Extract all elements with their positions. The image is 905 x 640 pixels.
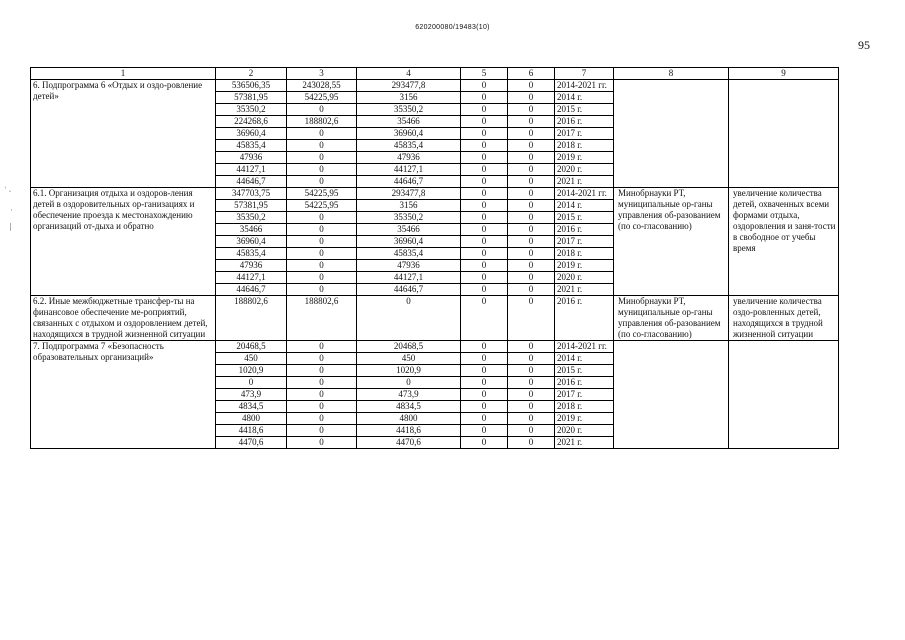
amount-cell: 36960,4 bbox=[216, 128, 287, 140]
amount-cell: 44127,1 bbox=[216, 272, 287, 284]
amount-cell: 188802,6 bbox=[287, 296, 357, 341]
period-cell: 2014 г. bbox=[555, 200, 614, 212]
executor-cell: Минобрнауки РТ, муниципальные ор-ганы управления об-разованием (по со-гласованию) bbox=[614, 188, 729, 296]
amount-cell: 0 bbox=[287, 140, 357, 152]
amount-cell: 243028,55 bbox=[287, 80, 357, 92]
amount-cell: 0 bbox=[461, 140, 508, 152]
amount-cell: 0 bbox=[287, 365, 357, 377]
activity-name: 6.1. Организация отдыха и оздоров-ления детей в оздоровительных ор-ганизациях и обеспечение проезда к местонахождению организаций от-дыха и обратно bbox=[31, 188, 216, 296]
amount-cell: 0 bbox=[461, 116, 508, 128]
amount-cell: 0 bbox=[508, 425, 555, 437]
margin-mark: | bbox=[10, 222, 12, 231]
amount-cell: 45835,4 bbox=[216, 140, 287, 152]
amount-cell: 35350,2 bbox=[357, 104, 461, 116]
program-table bbox=[30, 67, 839, 449]
amount-cell: 54225,95 bbox=[287, 92, 357, 104]
amount-cell: 0 bbox=[287, 425, 357, 437]
amount-cell: 0 bbox=[508, 272, 555, 284]
amount-cell: 0 bbox=[287, 377, 357, 389]
amount-cell: 0 bbox=[461, 188, 508, 200]
column-header: 9 bbox=[729, 68, 839, 80]
period-cell: 2018 г. bbox=[555, 140, 614, 152]
amount-cell: 0 bbox=[461, 164, 508, 176]
amount-cell: 0 bbox=[461, 401, 508, 413]
amount-cell: 0 bbox=[461, 353, 508, 365]
document-id-code: 620200080/19483(10) bbox=[415, 24, 490, 31]
margin-mark: ˈ bbox=[10, 208, 13, 217]
executor-cell: Минобрнауки РТ, муниципальные ор-ганы управления об-разованием (по со-гласованию) bbox=[614, 296, 729, 341]
amount-cell: 0 bbox=[216, 377, 287, 389]
amount-cell: 4800 bbox=[357, 413, 461, 425]
amount-cell: 44646,7 bbox=[357, 176, 461, 188]
period-cell: 2017 г. bbox=[555, 389, 614, 401]
amount-cell: 3156 bbox=[357, 200, 461, 212]
amount-cell: 0 bbox=[508, 413, 555, 425]
column-header: 7 bbox=[555, 68, 614, 80]
amount-cell: 0 bbox=[287, 401, 357, 413]
column-header: 8 bbox=[614, 68, 729, 80]
period-cell: 2018 г. bbox=[555, 248, 614, 260]
amount-cell: 57381,95 bbox=[216, 92, 287, 104]
executor-cell bbox=[614, 80, 729, 188]
amount-cell: 450 bbox=[216, 353, 287, 365]
amount-cell: 36960,4 bbox=[357, 128, 461, 140]
amount-cell: 44127,1 bbox=[216, 164, 287, 176]
amount-cell: 20468,5 bbox=[357, 341, 461, 353]
amount-cell: 0 bbox=[461, 437, 508, 449]
amount-cell: 35466 bbox=[216, 224, 287, 236]
amount-cell: 4418,6 bbox=[357, 425, 461, 437]
amount-cell: 4800 bbox=[216, 413, 287, 425]
amount-cell: 0 bbox=[357, 377, 461, 389]
amount-cell: 0 bbox=[287, 104, 357, 116]
amount-cell: 0 bbox=[461, 212, 508, 224]
period-cell: 2018 г. bbox=[555, 401, 614, 413]
amount-cell: 44646,7 bbox=[216, 176, 287, 188]
amount-cell: 0 bbox=[508, 284, 555, 296]
amount-cell: 0 bbox=[287, 176, 357, 188]
amount-cell: 0 bbox=[461, 224, 508, 236]
amount-cell: 0 bbox=[461, 377, 508, 389]
amount-cell: 0 bbox=[508, 128, 555, 140]
result-cell: увеличение количества детей, охваченных всеми формами отдыха, оздоровления и заня-тости в свободное от учебы время bbox=[729, 188, 839, 296]
amount-cell: 347703,75 bbox=[216, 188, 287, 200]
period-cell: 2014 г. bbox=[555, 92, 614, 104]
amount-cell: 0 bbox=[508, 140, 555, 152]
amount-cell: 0 bbox=[287, 164, 357, 176]
period-cell: 2020 г. bbox=[555, 425, 614, 437]
period-cell: 2019 г. bbox=[555, 413, 614, 425]
period-cell: 2020 г. bbox=[555, 164, 614, 176]
amount-cell: 0 bbox=[357, 296, 461, 341]
amount-cell: 0 bbox=[508, 296, 555, 341]
amount-cell: 0 bbox=[287, 212, 357, 224]
amount-cell: 47936 bbox=[357, 152, 461, 164]
amount-cell: 0 bbox=[508, 200, 555, 212]
amount-cell: 0 bbox=[508, 152, 555, 164]
period-cell: 2014-2021 гг. bbox=[555, 80, 614, 92]
period-cell: 2019 г. bbox=[555, 260, 614, 272]
amount-cell: 0 bbox=[461, 341, 508, 353]
header-row bbox=[31, 68, 839, 80]
amount-cell: 35350,2 bbox=[216, 104, 287, 116]
table-row bbox=[31, 341, 839, 353]
amount-cell: 4418,6 bbox=[216, 425, 287, 437]
amount-cell: 0 bbox=[508, 260, 555, 272]
margin-mark: ʿ ˴ bbox=[4, 186, 12, 195]
amount-cell: 0 bbox=[508, 92, 555, 104]
amount-cell: 0 bbox=[461, 92, 508, 104]
amount-cell: 0 bbox=[508, 80, 555, 92]
amount-cell: 0 bbox=[287, 389, 357, 401]
amount-cell: 45835,4 bbox=[216, 248, 287, 260]
amount-cell: 0 bbox=[508, 437, 555, 449]
table-row bbox=[31, 188, 839, 200]
amount-cell: 0 bbox=[461, 284, 508, 296]
amount-cell: 0 bbox=[508, 389, 555, 401]
amount-cell: 0 bbox=[461, 236, 508, 248]
amount-cell: 0 bbox=[461, 104, 508, 116]
table-body bbox=[31, 68, 839, 449]
period-cell: 2016 г. bbox=[555, 116, 614, 128]
amount-cell: 0 bbox=[508, 116, 555, 128]
amount-cell: 0 bbox=[461, 128, 508, 140]
amount-cell: 536506,35 bbox=[216, 80, 287, 92]
amount-cell: 0 bbox=[461, 260, 508, 272]
amount-cell: 0 bbox=[287, 128, 357, 140]
amount-cell: 44127,1 bbox=[357, 164, 461, 176]
amount-cell: 0 bbox=[508, 401, 555, 413]
amount-cell: 188802,6 bbox=[287, 116, 357, 128]
column-header: 5 bbox=[461, 68, 508, 80]
amount-cell: 4470,6 bbox=[216, 437, 287, 449]
amount-cell: 0 bbox=[508, 176, 555, 188]
amount-cell: 0 bbox=[461, 389, 508, 401]
period-cell: 2021 г. bbox=[555, 284, 614, 296]
amount-cell: 4834,5 bbox=[216, 401, 287, 413]
period-cell: 2014 г. bbox=[555, 353, 614, 365]
amount-cell: 0 bbox=[461, 365, 508, 377]
period-cell: 2015 г. bbox=[555, 212, 614, 224]
amount-cell: 0 bbox=[508, 236, 555, 248]
result-cell bbox=[729, 341, 839, 449]
period-cell: 2021 г. bbox=[555, 437, 614, 449]
amount-cell: 0 bbox=[461, 425, 508, 437]
amount-cell: 0 bbox=[287, 272, 357, 284]
period-cell: 2014-2021 гг. bbox=[555, 188, 614, 200]
amount-cell: 224268,6 bbox=[216, 116, 287, 128]
amount-cell: 36960,4 bbox=[357, 236, 461, 248]
period-cell: 2016 г. bbox=[555, 377, 614, 389]
amount-cell: 0 bbox=[461, 176, 508, 188]
amount-cell: 0 bbox=[508, 353, 555, 365]
period-cell: 2017 г. bbox=[555, 236, 614, 248]
amount-cell: 188802,6 bbox=[216, 296, 287, 341]
column-header: 3 bbox=[287, 68, 357, 80]
amount-cell: 0 bbox=[287, 152, 357, 164]
activity-name: 6.2. Иные межбюджетные трансфер-ты на финансовое обеспечение ме-роприятий, связанных с отдыхом и оздоровлением детей, находящихся в трудной жизненной ситуации bbox=[31, 296, 216, 341]
amount-cell: 0 bbox=[461, 296, 508, 341]
amount-cell: 473,9 bbox=[216, 389, 287, 401]
amount-cell: 47936 bbox=[357, 260, 461, 272]
amount-cell: 1020,9 bbox=[216, 365, 287, 377]
column-header: 6 bbox=[508, 68, 555, 80]
period-cell: 2016 г. bbox=[555, 224, 614, 236]
amount-cell: 0 bbox=[461, 413, 508, 425]
amount-cell: 0 bbox=[287, 236, 357, 248]
amount-cell: 57381,95 bbox=[216, 200, 287, 212]
amount-cell: 0 bbox=[287, 260, 357, 272]
amount-cell: 0 bbox=[461, 200, 508, 212]
amount-cell: 0 bbox=[508, 164, 555, 176]
amount-cell: 1020,9 bbox=[357, 365, 461, 377]
amount-cell: 44127,1 bbox=[357, 272, 461, 284]
amount-cell: 20468,5 bbox=[216, 341, 287, 353]
period-cell: 2020 г. bbox=[555, 272, 614, 284]
column-header: 1 bbox=[31, 68, 216, 80]
table-row bbox=[31, 296, 839, 341]
amount-cell: 0 bbox=[508, 341, 555, 353]
amount-cell: 0 bbox=[508, 365, 555, 377]
result-cell bbox=[729, 80, 839, 188]
activity-name: 7. Подпрограмма 7 «Безопасность образовательных организаций» bbox=[31, 341, 216, 449]
table-row bbox=[31, 80, 839, 92]
amount-cell: 0 bbox=[508, 212, 555, 224]
period-cell: 2019 г. bbox=[555, 152, 614, 164]
amount-cell: 0 bbox=[461, 152, 508, 164]
amount-cell: 4834,5 bbox=[357, 401, 461, 413]
amount-cell: 0 bbox=[461, 248, 508, 260]
amount-cell: 36960,4 bbox=[216, 236, 287, 248]
amount-cell: 0 bbox=[508, 188, 555, 200]
executor-cell bbox=[614, 341, 729, 449]
period-cell: 2016 г. bbox=[555, 296, 614, 341]
column-header: 4 bbox=[357, 68, 461, 80]
amount-cell: 0 bbox=[508, 248, 555, 260]
amount-cell: 54225,95 bbox=[287, 200, 357, 212]
amount-cell: 54225,95 bbox=[287, 188, 357, 200]
period-cell: 2014-2021 гг. bbox=[555, 341, 614, 353]
period-cell: 2017 г. bbox=[555, 128, 614, 140]
result-cell: увеличение количества оздо-ровленных детей, находящихся в трудной жизненной ситуации bbox=[729, 296, 839, 341]
amount-cell: 450 bbox=[357, 353, 461, 365]
column-header: 2 bbox=[216, 68, 287, 80]
amount-cell: 3156 bbox=[357, 92, 461, 104]
amount-cell: 0 bbox=[287, 248, 357, 260]
amount-cell: 473,9 bbox=[357, 389, 461, 401]
amount-cell: 45835,4 bbox=[357, 140, 461, 152]
amount-cell: 35466 bbox=[357, 116, 461, 128]
amount-cell: 0 bbox=[508, 224, 555, 236]
amount-cell: 35466 bbox=[357, 224, 461, 236]
amount-cell: 35350,2 bbox=[357, 212, 461, 224]
amount-cell: 44646,7 bbox=[357, 284, 461, 296]
amount-cell: 47936 bbox=[216, 260, 287, 272]
amount-cell: 0 bbox=[287, 341, 357, 353]
amount-cell: 0 bbox=[461, 80, 508, 92]
amount-cell: 293477,8 bbox=[357, 80, 461, 92]
activity-name: 6. Подпрограмма 6 «Отдых и оздо-ровление детей» bbox=[31, 80, 216, 188]
amount-cell: 0 bbox=[287, 413, 357, 425]
amount-cell: 0 bbox=[508, 104, 555, 116]
amount-cell: 293477,8 bbox=[357, 188, 461, 200]
amount-cell: 47936 bbox=[216, 152, 287, 164]
amount-cell: 44646,7 bbox=[216, 284, 287, 296]
amount-cell: 45835,4 bbox=[357, 248, 461, 260]
period-cell: 2021 г. bbox=[555, 176, 614, 188]
period-cell: 2015 г. bbox=[555, 104, 614, 116]
amount-cell: 4470,6 bbox=[357, 437, 461, 449]
amount-cell: 0 bbox=[287, 284, 357, 296]
amount-cell: 0 bbox=[287, 224, 357, 236]
amount-cell: 35350,2 bbox=[216, 212, 287, 224]
amount-cell: 0 bbox=[461, 272, 508, 284]
page-number: 95 bbox=[858, 38, 870, 52]
amount-cell: 0 bbox=[287, 437, 357, 449]
amount-cell: 0 bbox=[508, 377, 555, 389]
period-cell: 2015 г. bbox=[555, 365, 614, 377]
amount-cell: 0 bbox=[287, 353, 357, 365]
